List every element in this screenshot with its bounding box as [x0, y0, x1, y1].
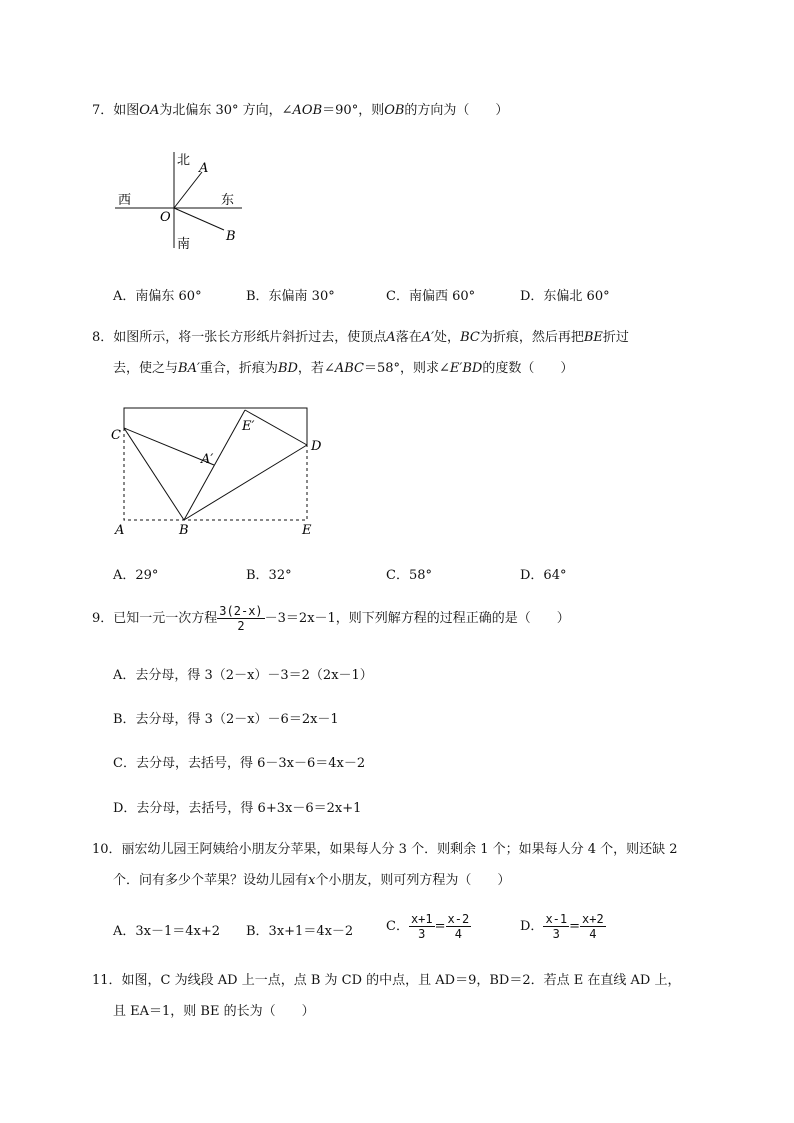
- question-9-stem: [92, 604, 570, 633]
- label-north: 北: [177, 153, 191, 168]
- stem-text: 如图所示，将一张长方形纸片斜折过去，使顶点: [113, 330, 387, 345]
- q7-option-c[interactable]: C．南偏西 60°: [386, 289, 476, 304]
- label-a: A: [115, 523, 125, 538]
- folding-figure: [105, 400, 330, 545]
- stem-var: x: [308, 873, 316, 888]
- stem-text: 处，: [434, 330, 461, 345]
- question-number: 7．: [92, 103, 114, 118]
- q10-option-b[interactable]: B．3x+1＝4x－2: [246, 924, 354, 939]
- label-a-prime: A′: [201, 452, 214, 467]
- label-o: O: [160, 210, 171, 225]
- option-label: D．: [520, 919, 544, 934]
- stem-text: ，若: [297, 361, 324, 376]
- stem-text: 为折痕，然后再把: [479, 330, 584, 345]
- q7-option-d[interactable]: D．东偏北 60°: [520, 289, 610, 304]
- stem-var: A′: [421, 330, 435, 345]
- stem-var: ∠ABC: [323, 361, 364, 376]
- stem-var: OB: [384, 103, 405, 118]
- question-number: 10．: [92, 842, 122, 857]
- q8-option-a[interactable]: A．29°: [113, 568, 159, 583]
- fraction-numerator: x-1: [545, 912, 568, 926]
- question-11-stem-line2: [113, 1002, 315, 1022]
- fraction-denominator: 3: [418, 927, 426, 941]
- stem-text: 折过: [602, 330, 629, 345]
- stem-text: ＝90°，则: [322, 103, 385, 118]
- option-label: C．: [386, 919, 409, 934]
- stem-text: 如图: [113, 103, 140, 118]
- label-east: 东: [221, 193, 235, 208]
- stem-text: 为北偏东 30° 方向，: [159, 103, 282, 118]
- stem-text: 的度数（ ）: [482, 361, 574, 376]
- label-a: A: [199, 161, 209, 176]
- question-8-stem-line1: [92, 328, 629, 348]
- segment-b-e-prime: [184, 410, 245, 520]
- fraction: [409, 912, 435, 941]
- stem-var: BA′: [178, 361, 200, 376]
- question-number: 9．: [92, 611, 114, 626]
- label-b: B: [179, 523, 189, 538]
- stem-text: 落在: [395, 330, 422, 345]
- crease-bc: [124, 428, 184, 520]
- q8-option-d[interactable]: D．64°: [520, 568, 567, 583]
- fraction-numerator: x-2: [447, 912, 470, 926]
- fraction-denominator: 4: [589, 927, 597, 941]
- stem-var: BC: [460, 330, 480, 345]
- label-west: 西: [118, 193, 132, 208]
- stem-text: 已知一元一次方程: [113, 611, 218, 626]
- fraction-numerator: 3(2-x): [219, 604, 263, 618]
- fraction-denominator: 3: [552, 927, 560, 941]
- equals-sign: =: [434, 919, 446, 934]
- label-c: C: [111, 428, 121, 443]
- q8-option-b[interactable]: B．32°: [246, 568, 292, 583]
- label-e-prime: E′: [242, 419, 255, 434]
- fraction: [543, 912, 569, 941]
- q10-option-a[interactable]: A．3x－1＝4x+2: [113, 924, 221, 939]
- stem-text: 重合，折痕为: [199, 361, 278, 376]
- question-number: 8．: [92, 330, 114, 345]
- q7-option-a[interactable]: A．南偏东 60°: [113, 289, 202, 304]
- fraction-numerator: x+2: [582, 912, 604, 926]
- q10-option-c[interactable]: [386, 912, 471, 941]
- stem-text: 去，使之与: [113, 361, 179, 376]
- stem-text: 丽宏幼儿园王阿姨给小朋友分苹果，如果每人分 3 个．则剩余 1 个；如果每人分 4 个，则还缺 2: [121, 842, 678, 857]
- stem-var: A: [386, 330, 396, 345]
- label-south: 南: [177, 237, 191, 252]
- fraction-denominator: 2: [237, 619, 245, 633]
- stem-text: 且 EA＝1，则 BE 的长为（ ）: [113, 1004, 315, 1019]
- ray-oa: [174, 172, 202, 208]
- q10-option-d[interactable]: [520, 912, 606, 941]
- stem-text: －3＝2x－1，则下列解方程的过程正确的是（ ）: [264, 611, 570, 626]
- stem-text: 的方向为（ ）: [404, 103, 509, 118]
- label-d: D: [311, 439, 322, 454]
- stem-var: BD: [277, 361, 298, 376]
- q9-option-d[interactable]: D．去分母，去括号，得 6+3x－6＝2x+1: [113, 801, 362, 816]
- fraction-numerator: x+1: [410, 912, 433, 926]
- ray-ob: [174, 208, 224, 230]
- fraction-denominator: 4: [454, 927, 462, 941]
- question-number: 11．: [92, 973, 122, 988]
- q9-option-c[interactable]: C．去分母，去括号，得 6－3x－6＝4x－2: [113, 756, 366, 771]
- fraction: [446, 912, 472, 941]
- fraction: [580, 912, 606, 941]
- q9-option-b[interactable]: B．去分母，得 3（2－x）－6＝2x－1: [113, 712, 339, 727]
- stem-var: OA: [139, 103, 160, 118]
- q7-option-b[interactable]: B．东偏南 30°: [246, 289, 335, 304]
- dashed-original-edge: [124, 428, 307, 520]
- stem-var: ∠AOB: [281, 103, 323, 118]
- stem-text: ＝58°，则求: [363, 361, 440, 376]
- stem-text: 个．问有多少个苹果？设幼儿园有: [113, 873, 309, 888]
- question-8-stem-line2: [113, 359, 573, 379]
- equals-sign: =: [569, 919, 581, 934]
- question-10-stem-line2: [113, 871, 510, 891]
- label-e: E: [302, 523, 312, 538]
- q9-option-a[interactable]: A．去分母，得 3（2－x）－3＝2（2x－1）: [113, 668, 373, 683]
- question-11-stem-line1: [92, 971, 680, 991]
- question-10-stem-line1: [92, 840, 678, 860]
- question-7-stem: [92, 101, 508, 121]
- q8-option-c[interactable]: C．58°: [386, 568, 432, 583]
- equation-fraction: [217, 604, 264, 633]
- stem-var: BE: [583, 330, 603, 345]
- stem-var: ∠E′BD: [439, 361, 483, 376]
- stem-text: 个小朋友，则可列方程为（ ）: [315, 873, 511, 888]
- stem-text: 如图，C 为线段 AD 上一点，点 B 为 CD 的中点，且 AD＝9，BD＝2．若点 E 在直线 AD 上，: [121, 973, 681, 988]
- label-b: B: [226, 229, 236, 244]
- compass-figure: [110, 148, 250, 258]
